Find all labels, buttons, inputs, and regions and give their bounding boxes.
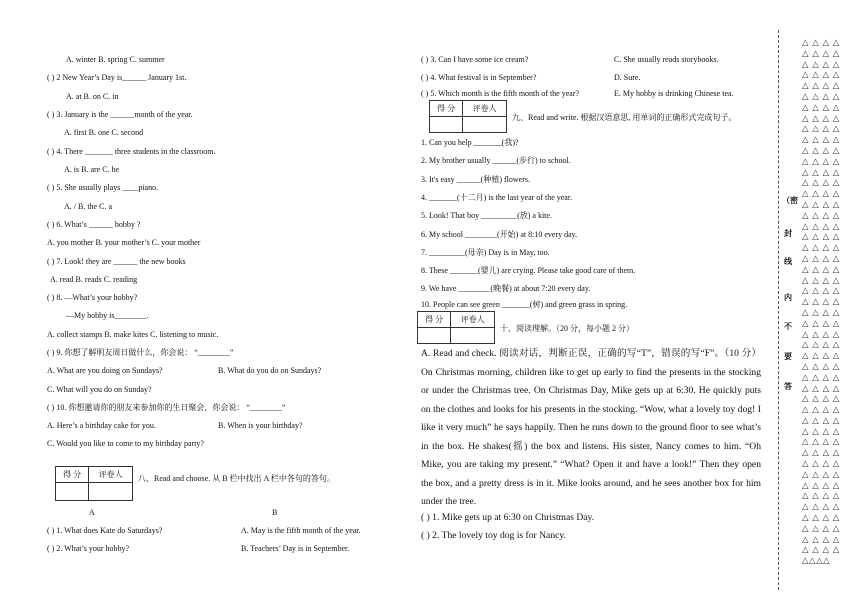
q9-option-a: A. What are you doing on Sundays? <box>47 366 163 375</box>
question-9: ( ) 9. 你想了解明友周日做什么，你会说： “________” <box>47 348 234 357</box>
match-question-3: ( ) 3. Can I have some ice cream? <box>421 55 529 64</box>
question-6: ( ) 6. What’s ______ hobby ? <box>47 220 141 229</box>
match-answer-c: C. She usually reads storybooks. <box>614 55 719 64</box>
match-answer-a: A. May is the fifth month of the year. <box>241 526 361 535</box>
fill-question-10: 10. People can see green _______(树) and green grass in spring. <box>421 300 628 309</box>
question-4: ( ) 4. There _______ three students in the classroom. <box>47 147 216 156</box>
seal-char-4: 内 <box>784 293 792 302</box>
seal-char-5: 不 <box>784 322 792 331</box>
question-7: ( ) 7. Look! they are ______ the new books <box>47 257 186 266</box>
score-cell <box>56 483 89 501</box>
question-8-answer: —My hobby is________. <box>66 311 149 320</box>
q10-option-b: B. When is your birthday? <box>218 421 303 430</box>
match-answer-b: B. Teachers’ Day is in September. <box>241 544 350 553</box>
fill-question-7: 7. _________(母亲) Day is in May, too. <box>421 248 550 257</box>
question-10: ( ) 10. 你想邀请你的朋友来参加你的生日聚会，你会说： “________” <box>47 403 286 412</box>
column-b-header: B <box>272 508 278 517</box>
q6-options: A. you mother B. your mother’s C. your mother <box>47 238 201 247</box>
score-label: 得 分 <box>56 467 89 483</box>
match-question-5: ( ) 5. Which month is the fifth month of the year? <box>421 89 580 98</box>
reading-passage: A. Read and check. 阅读对话，判断正误，正确的写“T”，错误的写“F”。（10 分）On Christmas morning, children like to get up early to find the presents in the stocking or under the Christmas tree. On Christmas Day, Mike gets up at 6:30. He quickly puts on the clothes and looks for his presents in the stocking. “Wow, what a lovely toy dog! I like it very much” he says happily. Then he runs down to the ground floor to see what’s in the box. He shakes(摇) the box and listens. His sister, Nancy comes to him. “Oh Mike, you are taking my present.” “What? Open it and have a look!” Then they open the box, and a pretty dress is in it. Mike looks around, and he sees another box for him under the tree. <box>421 348 761 507</box>
score-box-8 <box>55 466 133 501</box>
fill-question-8: 8. These _______(婴儿) are crying. Please take good care of them. <box>421 266 636 275</box>
triangle-pattern: △ △ △ △ △ △ △ △ △ △ △ △ △ △ △ △ △ △ △ △ △ △ △ △ △ △ △ △ △ △ △ △ △ △ △ △ △ △ △ △ △ △ △ △ △ △ △ △ △ △ △ △ △ △ △ △ △ △ △ △ △ △ △ △ △ △ △ △ △ △ △ △ △ △ △ △ △ △ △ △ △ △ △ △ △ △ △ △ △ △ △ △ △ △ △ △ △ △ △ △ △ △ △ △ △ △ △ △ △ △ △ △ △ △ △ △ △ △ △ △ △ △ △ △ △ △ △ △ △ △ △ △ △ △ △ △ △ △ △ △ △ △ △ △ △ △ △ △ △ △ △ △ △ △ △ △ △ △ △ △ △ △ △ △ △ △ △ △ △ △ △ △ △ △ △ △ △ △ △ △ △ △ △ △ △ △ △ △ △ △ △ △ △△△△ <box>802 38 840 567</box>
q7-options: A. read B. reads C. reading <box>50 275 138 284</box>
fill-question-5: 5. Look! That boy _________(放) a kite. <box>421 211 552 220</box>
score-label: 得 分 <box>430 101 463 117</box>
q1-options: A. winter B. spring C. summer <box>66 55 165 64</box>
q5-options: A. / B. the C. a <box>64 202 112 211</box>
section-9-title: 九、Read and write. 根据汉语意思, 用单词的正确形式完成句子。 <box>512 113 737 122</box>
grader-label: 评卷人 <box>451 312 495 328</box>
fill-question-3: 3. It's easy ______(种植) flowers. <box>421 175 530 184</box>
grader-label: 评卷人 <box>89 467 133 483</box>
fill-question-4: 4. _______(十二月) is the last year of the year. <box>421 193 573 202</box>
check-question-2: ( ) 2. The lovely toy dog is for Nancy. <box>421 530 566 541</box>
match-question-4: ( ) 4. What festival is in September? <box>421 73 537 82</box>
q10-option-c: C. Would you like to come to my birthday party? <box>47 439 204 448</box>
fill-question-6: 6. My school ________(开始) at 8:10 every day. <box>421 230 578 239</box>
q9-option-c: C. What will you do on Sunday? <box>47 385 152 394</box>
seal-char-2: 封 <box>784 229 792 238</box>
q8-options: A. collect stamps B. make kites C. listening to music. <box>47 330 219 339</box>
fill-question-9: 9. We have ________(晚餐) at about 7:20 every day. <box>421 284 591 293</box>
score-box-10 <box>417 311 495 344</box>
match-answer-d: D. Sure. <box>614 73 641 82</box>
match-answer-e: E. My hobby is drinking Chinese tea. <box>614 89 734 98</box>
grader-cell <box>451 328 495 344</box>
score-cell <box>418 328 451 344</box>
question-3: ( ) 3. January is the ______month of the year. <box>47 110 193 119</box>
score-box-9 <box>429 100 507 133</box>
check-question-1: ( ) 1. Mike gets up at 6:30 on Christmas Day. <box>421 512 595 523</box>
grader-label: 评卷人 <box>463 101 507 117</box>
seal-line <box>778 30 780 590</box>
match-question-2: ( ) 2. What’s your hobby? <box>47 544 130 553</box>
question-8: ( ) 8. —What’s your hobby? <box>47 293 138 302</box>
question-2: ( ) 2 New Year’s Day is______ January 1st. <box>47 73 187 82</box>
question-5: ( ) 5. She usually plays ____piano. <box>47 183 159 192</box>
fill-question-2: 2. My brother usually ______(步行) to school. <box>421 156 571 165</box>
seal-char-1: （密 <box>782 196 798 205</box>
q2-options: A. at B. on C. in <box>66 92 119 101</box>
grader-cell <box>89 483 133 501</box>
section-10-title: 十、阅读理解。（20 分，每小题 2 分） <box>500 324 634 333</box>
match-question-1: ( ) 1. What does Kate do Saturdays? <box>47 526 163 535</box>
grader-cell <box>463 117 507 133</box>
seal-char-6: 要 <box>784 352 792 361</box>
fill-question-1: 1. Can you help _______(我)? <box>421 138 519 147</box>
score-label: 得 分 <box>418 312 451 328</box>
seal-char-3: 线 <box>784 257 792 266</box>
q3-options: A. first B. one C. second <box>64 128 144 137</box>
section-8-title: 八、Read and choose. 从 B 栏中找出 A 栏中各句的答句。 <box>138 474 335 483</box>
q10-option-a: A. Here’s a birthday cake for you. <box>47 421 156 430</box>
seal-char-7: 答 <box>784 382 792 391</box>
q4-options: A. is B. are C. be <box>64 165 120 174</box>
score-cell <box>430 117 463 133</box>
q9-option-b: B. What do you do on Sundays? <box>218 366 322 375</box>
column-a-header: A <box>89 508 95 517</box>
